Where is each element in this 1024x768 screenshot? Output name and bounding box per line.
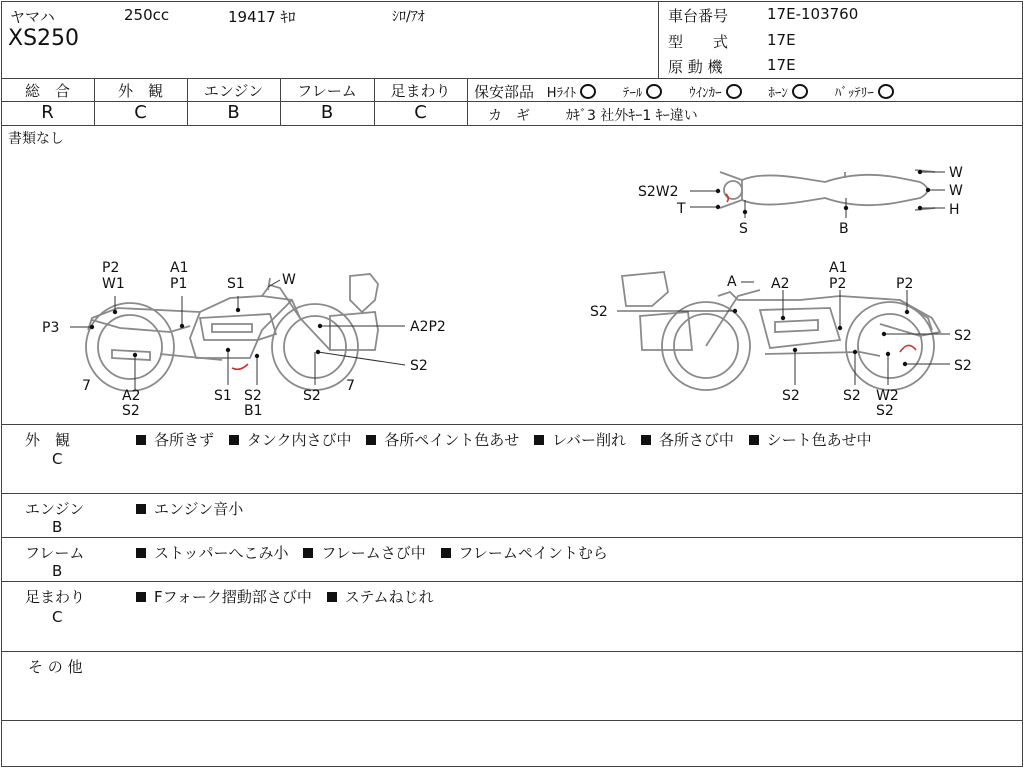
dl-left-p1: P1 xyxy=(170,276,188,292)
dl-left-s2c: S2 xyxy=(303,388,321,404)
dl-top-h: H xyxy=(949,202,960,218)
right-markers xyxy=(733,309,909,366)
dl-left-a1: A1 xyxy=(170,260,189,276)
safety-parts-label: 保安部品 xyxy=(474,83,535,101)
bullet-icon xyxy=(441,548,451,558)
color: ｼﾛ/ｱｵ xyxy=(392,9,425,25)
dl-left-b1: B1 xyxy=(244,403,263,419)
dl-left-seven-b: 7 xyxy=(346,378,355,394)
taillight-ok-icon xyxy=(646,84,662,99)
top-view-bike-outline xyxy=(720,170,935,210)
bullet-icon xyxy=(366,435,376,445)
remark-item: フレームさび中 xyxy=(321,544,426,562)
dl-top-s: S xyxy=(739,221,748,237)
remark-exterior-grade: C xyxy=(52,450,63,468)
left-leader-lines xyxy=(70,280,405,390)
battery-ok-icon xyxy=(878,84,894,99)
dl-left-s1b: S1 xyxy=(214,388,232,404)
keys-label: カ ギ xyxy=(488,108,530,124)
exterior-label: 外 観 xyxy=(117,82,163,100)
dl-left-p2: P2 xyxy=(102,260,120,276)
remark-item: エンジン音小 xyxy=(154,500,244,518)
documents-status: 書類なし xyxy=(8,131,64,147)
dl-left-a2p2: A2P2 xyxy=(410,319,446,335)
overall-label: 総 合 xyxy=(24,82,70,100)
dl-right-p2b: P2 xyxy=(896,276,914,292)
exterior-grade: C xyxy=(134,102,147,123)
remark-item: フレームペイントむら xyxy=(458,544,608,562)
remark-suspension-items xyxy=(136,586,434,607)
damage-mark-top xyxy=(726,194,728,202)
dl-right-a2: A2 xyxy=(771,276,790,292)
remark-item: レバー削れ xyxy=(552,431,627,449)
remark-item: Fフォーク摺動部さび中 xyxy=(154,588,312,606)
model-name: XS250 xyxy=(8,26,80,51)
frame-label: フレーム xyxy=(297,82,357,100)
dl-top-w-b: W xyxy=(949,183,963,199)
dl-right-s2-b1: S2 xyxy=(782,388,800,404)
headlight-label: Hﾗｲﾄ xyxy=(546,86,577,101)
dl-left-s2-right: S2 xyxy=(410,358,428,374)
remark-item: 各所ペイント色あせ xyxy=(384,431,520,449)
dl-left-s2b: S2 xyxy=(244,388,262,404)
bullet-icon xyxy=(136,548,146,558)
frame-grade: B xyxy=(320,102,334,123)
dl-right-s2-b2: S2 xyxy=(843,388,861,404)
dl-left-w: W xyxy=(282,272,296,288)
winker-ok-icon xyxy=(726,84,742,99)
bullet-icon xyxy=(641,435,651,445)
mileage: 19417 ｷﾛ xyxy=(228,8,296,26)
maker: ヤマハ xyxy=(10,8,55,26)
dl-top-b: B xyxy=(839,221,849,237)
remark-frame-items xyxy=(136,542,608,563)
engine-grade: B xyxy=(227,102,240,123)
headlight-ok-icon xyxy=(580,84,596,99)
dl-right-s2-b3: S2 xyxy=(876,403,894,419)
remark-engine-grade: B xyxy=(52,518,63,536)
remark-suspension-label: 足まわり xyxy=(25,588,86,606)
bullet-icon xyxy=(303,548,313,558)
bullet-icon xyxy=(136,504,146,514)
type-label: 型 式 xyxy=(668,33,729,51)
bullet-icon xyxy=(749,435,759,445)
remark-item: タンク内さび中 xyxy=(246,431,352,449)
bullet-icon xyxy=(534,435,544,445)
top-markers xyxy=(716,170,930,214)
bullet-icon xyxy=(136,435,146,445)
remark-item: ストッパーへこみ小 xyxy=(154,544,289,562)
dl-left-a2: A2 xyxy=(122,388,141,404)
dl-left-s1-top: S1 xyxy=(227,276,245,292)
engine-number: 17E xyxy=(767,56,796,74)
dl-right-s2-left: S2 xyxy=(590,304,608,320)
remark-frame-label: フレーム xyxy=(25,544,85,562)
remark-engine-label: エンジン xyxy=(25,500,85,518)
dl-top-w-a: W xyxy=(949,165,963,181)
bullet-icon xyxy=(327,592,337,602)
bullet-icon xyxy=(136,592,146,602)
damage-mark-right xyxy=(900,345,916,352)
engine-number-label: 原 動 機 xyxy=(668,58,723,76)
winker-label: ｳｲﾝｶｰ xyxy=(689,86,722,101)
remark-engine-items xyxy=(136,498,243,519)
battery-label: ﾊﾞｯﾃﾘｰ xyxy=(834,86,874,101)
remark-exterior-label: 外 観 xyxy=(25,431,71,449)
dl-right-a: A xyxy=(727,274,737,290)
bullet-icon xyxy=(229,435,239,445)
damage-mark-left xyxy=(232,364,248,369)
frame-number: 17E-103760 xyxy=(767,5,859,23)
dl-top-t: T xyxy=(677,201,686,217)
remark-frame-grade: B xyxy=(52,562,63,580)
remark-exterior-items xyxy=(136,429,872,450)
horn-label: ﾎｰﾝ xyxy=(768,86,788,101)
engine-label: エンジン xyxy=(203,82,264,100)
remark-item: シート色あせ中 xyxy=(766,431,872,449)
frame-number-label: 車台番号 xyxy=(668,7,729,25)
dl-right-s2-r1: S2 xyxy=(954,328,972,344)
taillight-label: ﾃｰﾙ xyxy=(622,86,643,101)
overall-grade: R xyxy=(41,102,54,123)
dl-left-s2a: S2 xyxy=(122,403,140,419)
remark-other-label: そ の 他 xyxy=(28,658,83,676)
dl-right-s2-r2: S2 xyxy=(954,358,972,374)
dl-right-w2: W2 xyxy=(876,388,899,404)
safety-parts-row xyxy=(474,81,894,102)
remark-item: 各所さび中 xyxy=(658,431,734,449)
suspension-grade: C xyxy=(414,102,427,123)
dl-top-s2w2: S2W2 xyxy=(638,184,679,200)
horn-ok-icon xyxy=(792,84,808,99)
remark-item: 各所きず xyxy=(154,431,215,449)
remark-item: ステムねじれ xyxy=(344,588,434,606)
damage-diagram xyxy=(0,140,1024,425)
dl-left-w1: W1 xyxy=(102,276,125,292)
dl-right-a1: A1 xyxy=(829,260,848,276)
dl-right-p2a: P2 xyxy=(829,276,847,292)
suspension-label: 足まわり xyxy=(390,82,451,100)
keys-value: ｶｷﾞ3 社外ｷｰ1 ｷｰ違い xyxy=(566,108,698,124)
dl-left-seven-a: 7 xyxy=(82,378,91,394)
type-value: 17E xyxy=(767,31,796,49)
remark-suspension-grade: C xyxy=(52,608,63,626)
dl-left-p3: P3 xyxy=(42,320,60,336)
right-leader-lines xyxy=(617,282,950,385)
displacement: 250cc xyxy=(124,6,170,24)
